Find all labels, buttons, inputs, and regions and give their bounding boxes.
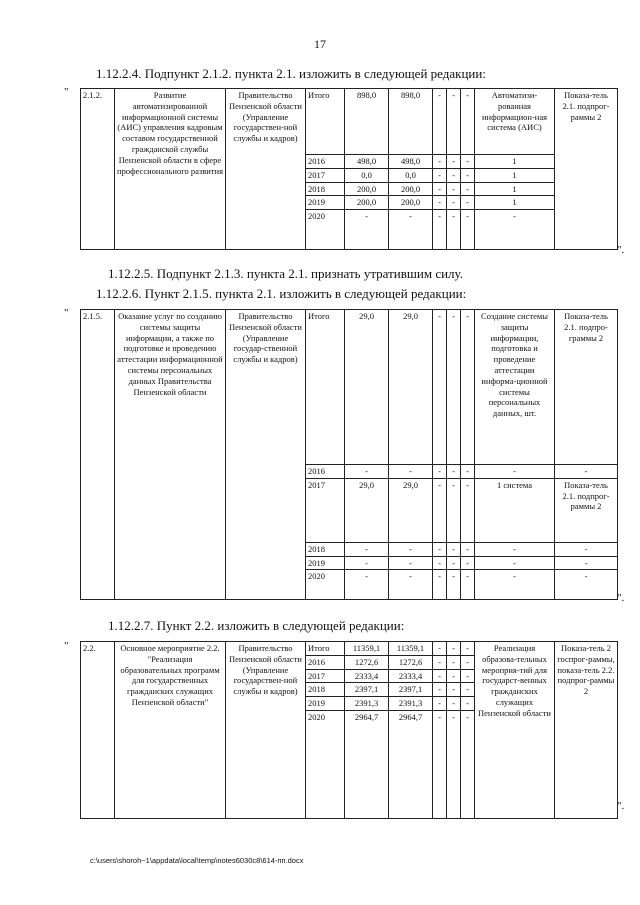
row-dash: - [447, 542, 461, 556]
row-total: 2391,3 [345, 697, 389, 711]
footer-file-path: c:\users\shoroh~1\appdata\local\temp\notes6030c8\614-пп.docx [90, 856, 304, 865]
row-year: 2018 [306, 683, 345, 697]
row-dash: - [433, 683, 447, 697]
row-total: 200,0 [345, 182, 389, 196]
row-dash: - [461, 669, 475, 683]
item-executor: Правительство Пензенской области (Управление государ-ственной службы и кадров) [226, 310, 306, 600]
row-year: 2018 [306, 182, 345, 196]
row-dash: - [433, 168, 447, 182]
row-dash: - [433, 542, 447, 556]
row-dash: - [461, 89, 475, 155]
item-name: Оказание услуг по созданию системы защиты информации, а также по подготовке и проведению аттестации информационной системы персональных данных Правительства Пензенской области [115, 310, 226, 600]
page-number: 17 [314, 37, 326, 51]
row-dash: - [461, 310, 475, 465]
row-ref: - [555, 570, 618, 600]
row-total: 2964,7 [345, 710, 389, 818]
row-total: 29,0 [345, 310, 389, 465]
row-dash: - [447, 642, 461, 656]
row-regional: 898,0 [389, 89, 433, 155]
item-name: Развитие автоматизированной информационной системы (АИС) управления кадровым составом государственной гражданской службы Пензенской области в сфере профессионального развития [115, 89, 226, 250]
row-regional: - [389, 542, 433, 556]
row-value: 1 [475, 182, 555, 196]
row-dash: - [461, 182, 475, 196]
row-dash: - [433, 697, 447, 711]
table-2-1-5 [80, 309, 618, 600]
row-dash: - [461, 478, 475, 542]
row-year: 2017 [306, 168, 345, 182]
row-dash: - [461, 710, 475, 818]
row-dash: - [433, 196, 447, 210]
row-indicator: 1 система [475, 478, 555, 542]
row-year: 2019 [306, 697, 345, 711]
section-heading-2-1-2: 1.12.2.4. Подпункт 2.1.2. пункта 2.1. изложить в следующей редакции: [96, 66, 486, 81]
indicator-name: Автоматизи-рованная информацион-ная система (АИС) [475, 89, 555, 155]
row-dash: - [433, 155, 447, 169]
section-heading-2-1-5: 1.12.2.6. Пункт 2.1.5. пункта 2.1. изложить в следующей редакции: [96, 286, 467, 301]
row-dash: - [447, 310, 461, 465]
row-regional: 498,0 [389, 155, 433, 169]
row-total: 200,0 [345, 196, 389, 210]
row-regional: - [389, 556, 433, 570]
row-dash: - [447, 168, 461, 182]
row-dash: - [461, 556, 475, 570]
row-indicator: - [475, 570, 555, 600]
row-year: Итого [306, 642, 345, 656]
row-regional: 2391,3 [389, 697, 433, 711]
open-quote: " [64, 307, 69, 319]
row-year: Итого [306, 310, 345, 465]
row-ref: - [555, 556, 618, 570]
row-dash: - [447, 570, 461, 600]
row-dash: - [433, 642, 447, 656]
row-dash: - [461, 465, 475, 479]
open-quote: " [64, 640, 69, 652]
item-name: Основное мероприятие 2.2. "Реализация образовательных программ для государственных гражданских служащих Пензенской области" [115, 642, 226, 819]
close-quote: ". [617, 244, 625, 256]
row-year: 2020 [306, 570, 345, 600]
row-ref: - [555, 465, 618, 479]
row-dash: - [433, 655, 447, 669]
row-total: 498,0 [345, 155, 389, 169]
table-2-2 [80, 641, 618, 819]
row-dash: - [461, 683, 475, 697]
close-quote: ". [617, 592, 625, 604]
indicator-name: Создание системы защиты информации, подготовка и проведение аттестации информа-ционной системы персональных данных, шт. [475, 310, 555, 465]
row-indicator: - [475, 542, 555, 556]
row-ref: - [555, 542, 618, 556]
item-number: 2.1.2. [81, 89, 115, 250]
row-year: 2018 [306, 542, 345, 556]
row-total: 2333,4 [345, 669, 389, 683]
row-total: - [345, 465, 389, 479]
row-year: 2016 [306, 465, 345, 479]
row-regional: 200,0 [389, 196, 433, 210]
row-dash: - [433, 478, 447, 542]
row-dash: - [461, 542, 475, 556]
row-year: 2017 [306, 669, 345, 683]
row-regional: 2397,1 [389, 683, 433, 697]
indicator-ref: Показа-тель 2.1. подпрог-раммы 2 [555, 89, 618, 250]
row-dash: - [447, 697, 461, 711]
row-value: 1 [475, 196, 555, 210]
row-total: - [345, 542, 389, 556]
row-regional: 29,0 [389, 478, 433, 542]
row-dash: - [447, 210, 461, 250]
row-total: 29,0 [345, 478, 389, 542]
row-regional: 11359,1 [389, 642, 433, 656]
row-regional: 1272,6 [389, 655, 433, 669]
close-quote: ". [617, 800, 625, 812]
row-dash: - [447, 89, 461, 155]
row-dash: - [433, 556, 447, 570]
row-value: 1 [475, 155, 555, 169]
row-total: 898,0 [345, 89, 389, 155]
row-value: - [475, 210, 555, 250]
row-year: 2020 [306, 710, 345, 818]
row-year: 2020 [306, 210, 345, 250]
row-dash: - [447, 465, 461, 479]
open-quote: " [64, 86, 69, 98]
row-dash: - [433, 210, 447, 250]
item-executor: Правительство Пензенской области (Управление государствен-ной службы и кадров) [226, 642, 306, 819]
row-total: - [345, 556, 389, 570]
row-dash: - [433, 570, 447, 600]
row-regional: - [389, 465, 433, 479]
section-heading-2-2: 1.12.2.7. Пункт 2.2. изложить в следующей редакции: [108, 618, 405, 633]
row-dash: - [447, 710, 461, 818]
row-regional: 29,0 [389, 310, 433, 465]
row-year: 2017 [306, 478, 345, 542]
row-year: Итого [306, 89, 345, 155]
row-year: 2016 [306, 655, 345, 669]
item-executor: Правительство Пензенской области (Управление государствен-ной службы и кадров) [226, 89, 306, 250]
row-year: 2019 [306, 556, 345, 570]
row-dash: - [461, 655, 475, 669]
row-value: 1 [475, 168, 555, 182]
row-dash: - [447, 155, 461, 169]
row-indicator: - [475, 556, 555, 570]
row-dash: - [461, 570, 475, 600]
row-dash: - [433, 465, 447, 479]
indicator-ref: Показа-тель 2.1. подпро-граммы 2 [555, 310, 618, 465]
row-dash: - [447, 655, 461, 669]
row-dash: - [433, 89, 447, 155]
row-dash: - [433, 710, 447, 818]
row-indicator: - [475, 465, 555, 479]
row-dash: - [461, 168, 475, 182]
row-dash: - [447, 556, 461, 570]
row-dash: - [461, 697, 475, 711]
indicator-name: Реализация образова-тельных мероприя-тий для государст-венных гражданских служащих Пензенской области [475, 642, 555, 819]
row-regional: 200,0 [389, 182, 433, 196]
item-number: 2.1.5. [81, 310, 115, 600]
row-dash: - [461, 155, 475, 169]
row-dash: - [433, 310, 447, 465]
row-total: 1272,6 [345, 655, 389, 669]
row-total: 11359,1 [345, 642, 389, 656]
row-regional: - [389, 570, 433, 600]
row-dash: - [447, 182, 461, 196]
row-dash: - [447, 669, 461, 683]
row-ref: Показа-тель 2.1. подпрог-раммы 2 [555, 478, 618, 542]
row-total: 2397,1 [345, 683, 389, 697]
item-number: 2.2. [81, 642, 115, 819]
indicator-ref: Показа-тель 2 госпрог-раммы, показа-тель 2.2. подпрог-раммы 2 [555, 642, 618, 819]
section-heading-2-1-3: 1.12.2.5. Подпункт 2.1.3. пункта 2.1. признать утратившим силу. [108, 266, 463, 281]
row-regional: 2333,4 [389, 669, 433, 683]
row-dash: - [447, 478, 461, 542]
row-total: 0,0 [345, 168, 389, 182]
row-dash: - [447, 683, 461, 697]
row-dash: - [461, 642, 475, 656]
row-year: 2016 [306, 155, 345, 169]
row-regional: 0,0 [389, 168, 433, 182]
row-dash: - [447, 196, 461, 210]
row-year: 2019 [306, 196, 345, 210]
row-dash: - [461, 196, 475, 210]
row-total: - [345, 570, 389, 600]
row-total: - [345, 210, 389, 250]
row-dash: - [461, 210, 475, 250]
row-regional: - [389, 210, 433, 250]
row-dash: - [433, 669, 447, 683]
row-regional: 2964,7 [389, 710, 433, 818]
row-dash: - [433, 182, 447, 196]
table-2-1-2 [80, 88, 618, 250]
